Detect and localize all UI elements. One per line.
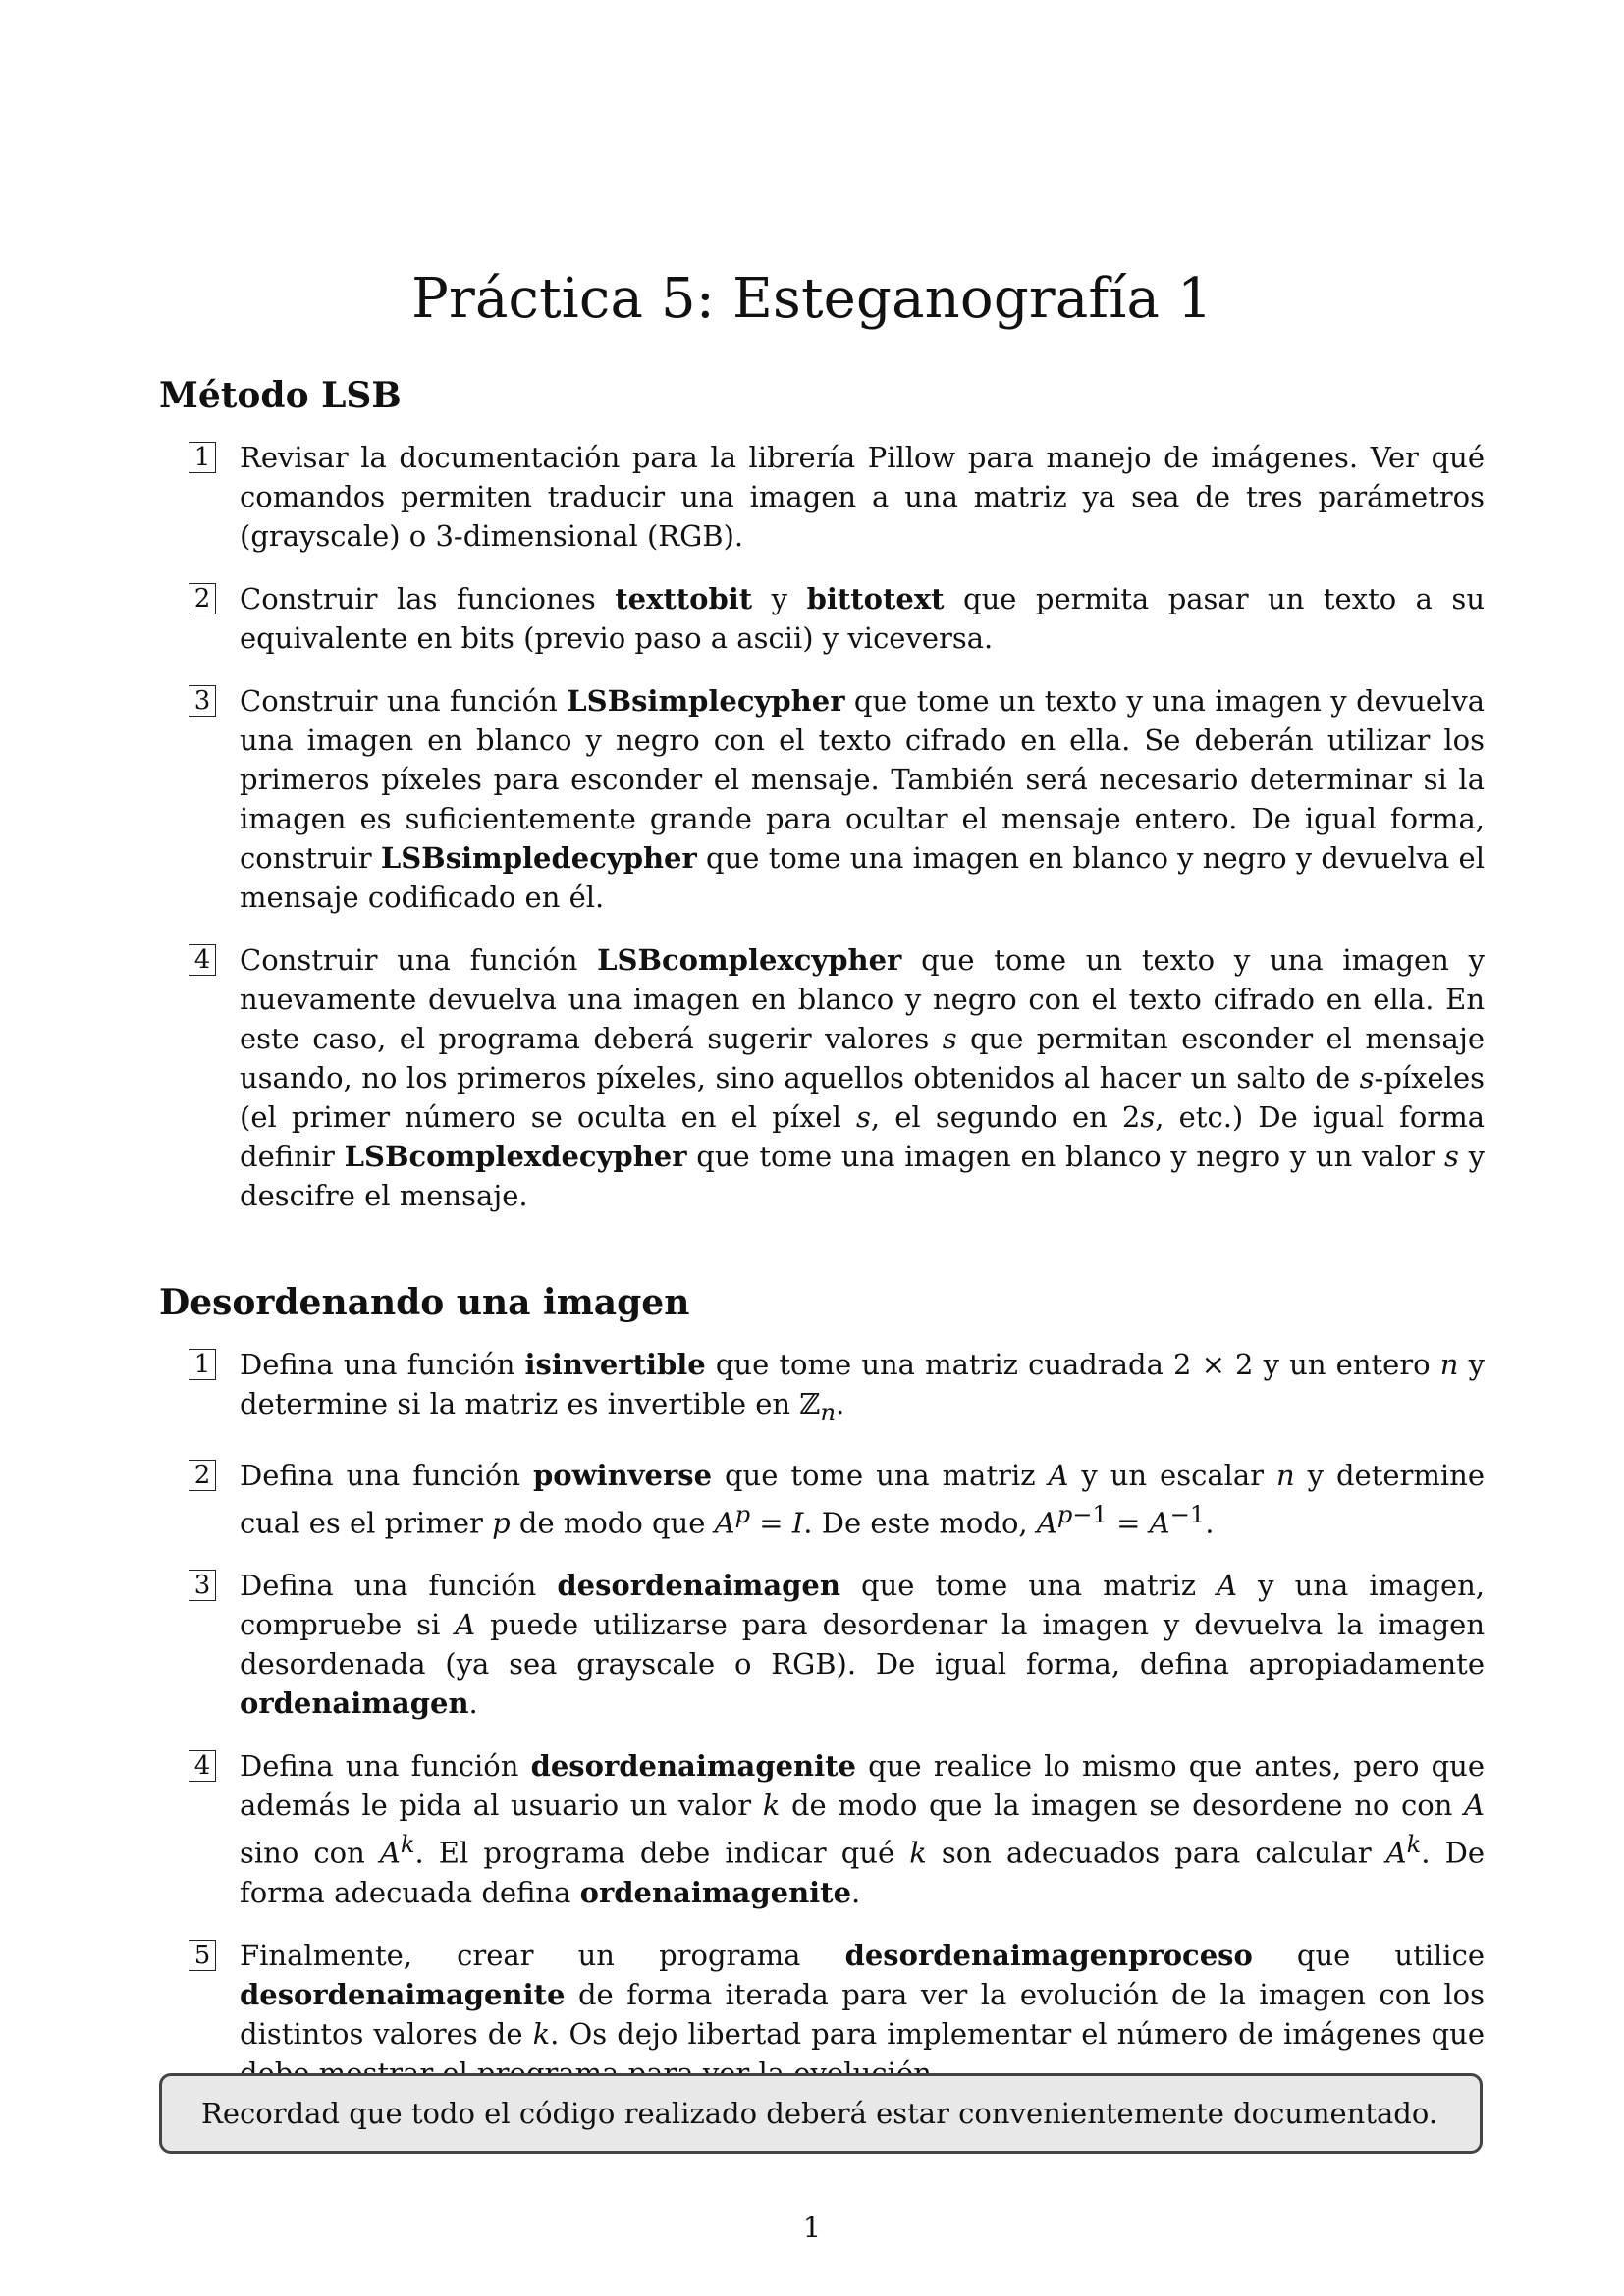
item-number: 3 (189, 685, 216, 717)
exercise-item (159, 1345, 1485, 1432)
item-text: Defina una función isinvertible que tome una matriz cuadrada 2 × 2 y un entero n y determine si la matriz es invertible en ℤ$_n$. (240, 1348, 1485, 1426)
item-number: 1 (189, 1349, 216, 1380)
item-text: Finalmente, crear un programa desordenaimagenproceso que utilice desordenaimagenite de forma iterada para ver la evolución de la imagen con los distintos valores de k. Os dejo libertad para implementar el número de imágenes que (240, 1939, 1485, 2052)
item-text: Construir las funciones texttobit y bittotext que permita pasar un texto a su equivalente en bits (previo paso a ascii) y viceversa. (240, 582, 1485, 655)
exercise-item (159, 1456, 1485, 1543)
exercise-list (159, 1345, 1485, 2093)
item-number: 2 (189, 583, 216, 614)
item-text: Defina una función powinverse que tome una matriz A y un escalar n y determine cual es el primer p de modo que $A^p = I$. De este modo, $A^{p-1} = A^{-1}$. (240, 1458, 1485, 1540)
exercise-item (159, 940, 1485, 1215)
item-number: 1 (189, 442, 216, 473)
item-text: Revisar la documentación para la librería Pillow para manejo de imágenes. Ver qué comandos permiten traducir una imagen a una matriz ya sea de tres parámetros (grayscale) o 3-dimensional (RGB). (240, 441, 1485, 553)
page-number: 1 (802, 2211, 822, 2244)
note-text: Recordad que todo el código realizado deberá estar convenientemente documentado. (201, 2097, 1438, 2130)
item-text: Construir una función LSBsimplecypher que tome un texto y una imagen y devuelva una imagen en blanco y negro con el texto cifrado en ella. Se deberán utilizar los primeros píxeles para esconder el mensaje. También será necesario determinar si la imagen es suficientemente grande para ocultar el mensaje entero. De igual forma, construir LSBsimpledecypher que tome una imagen en blanco y negro y devuelva el mensaje codificado en él. (240, 684, 1485, 914)
item-number: 3 (189, 1570, 216, 1601)
exercise-item (159, 438, 1485, 556)
item-number: 4 (189, 944, 216, 976)
section-desordenando (159, 1282, 1485, 2116)
section-heading: Desordenando una imagen (159, 1282, 690, 1323)
item-text: Construir una función LSBcomplexcypher que tome un texto y una imagen y nuevamente devuelva una imagen en blanco y negro con el texto cifrado en ella. En este caso, el programa deberá sugerir valores s que permitan esconder el mensaje usando, no los primeros píxeles, sino aquellos obtenidos al hacer un salto de s-píxeles (el primer número se oculta en el píxel s, el segundo en 2s, etc.) De igual forma definir LSBcomplexdecypher que tome una imagen en blanco y negro y un valor s y descifre el mensaje. (240, 943, 1486, 1212)
exercise-item (159, 1936, 1485, 2093)
item-number: 2 (189, 1460, 216, 1491)
exercise-item (159, 1746, 1485, 1912)
section-heading: Método LSB (159, 375, 402, 416)
exercise-item (159, 681, 1485, 917)
documentation-note (159, 2073, 1483, 2154)
item-number: 4 (189, 1750, 216, 1782)
item-number: 5 (189, 1940, 216, 1971)
exercise-list (159, 438, 1485, 1215)
page-title: Práctica 5: Esteganografía 1 (411, 267, 1213, 331)
exercise-item (159, 579, 1485, 658)
section-metodo-lsb (159, 375, 1485, 1239)
item-text: Defina una función desordenaimagenite que realice lo mismo que antes, pero que además le pida al usuario un valor k de modo que la imagen se desordene no con A sino con $A^k$. El programa debe indicar qué k son adecuados para calcular $A^k$. De forma adecuada defina ordenaimagenite. (240, 1749, 1486, 1910)
item-text: Defina una función desordenaimagen que tome una matriz A y una imagen, compruebe si A puede utilizarse para desordenar la imagen y devuelva la imagen desordenada (ya sea grayscale o RGB). De igual forma, defina apropiadamente ordenaimagen. (240, 1569, 1485, 1721)
exercise-item (159, 1566, 1485, 1723)
